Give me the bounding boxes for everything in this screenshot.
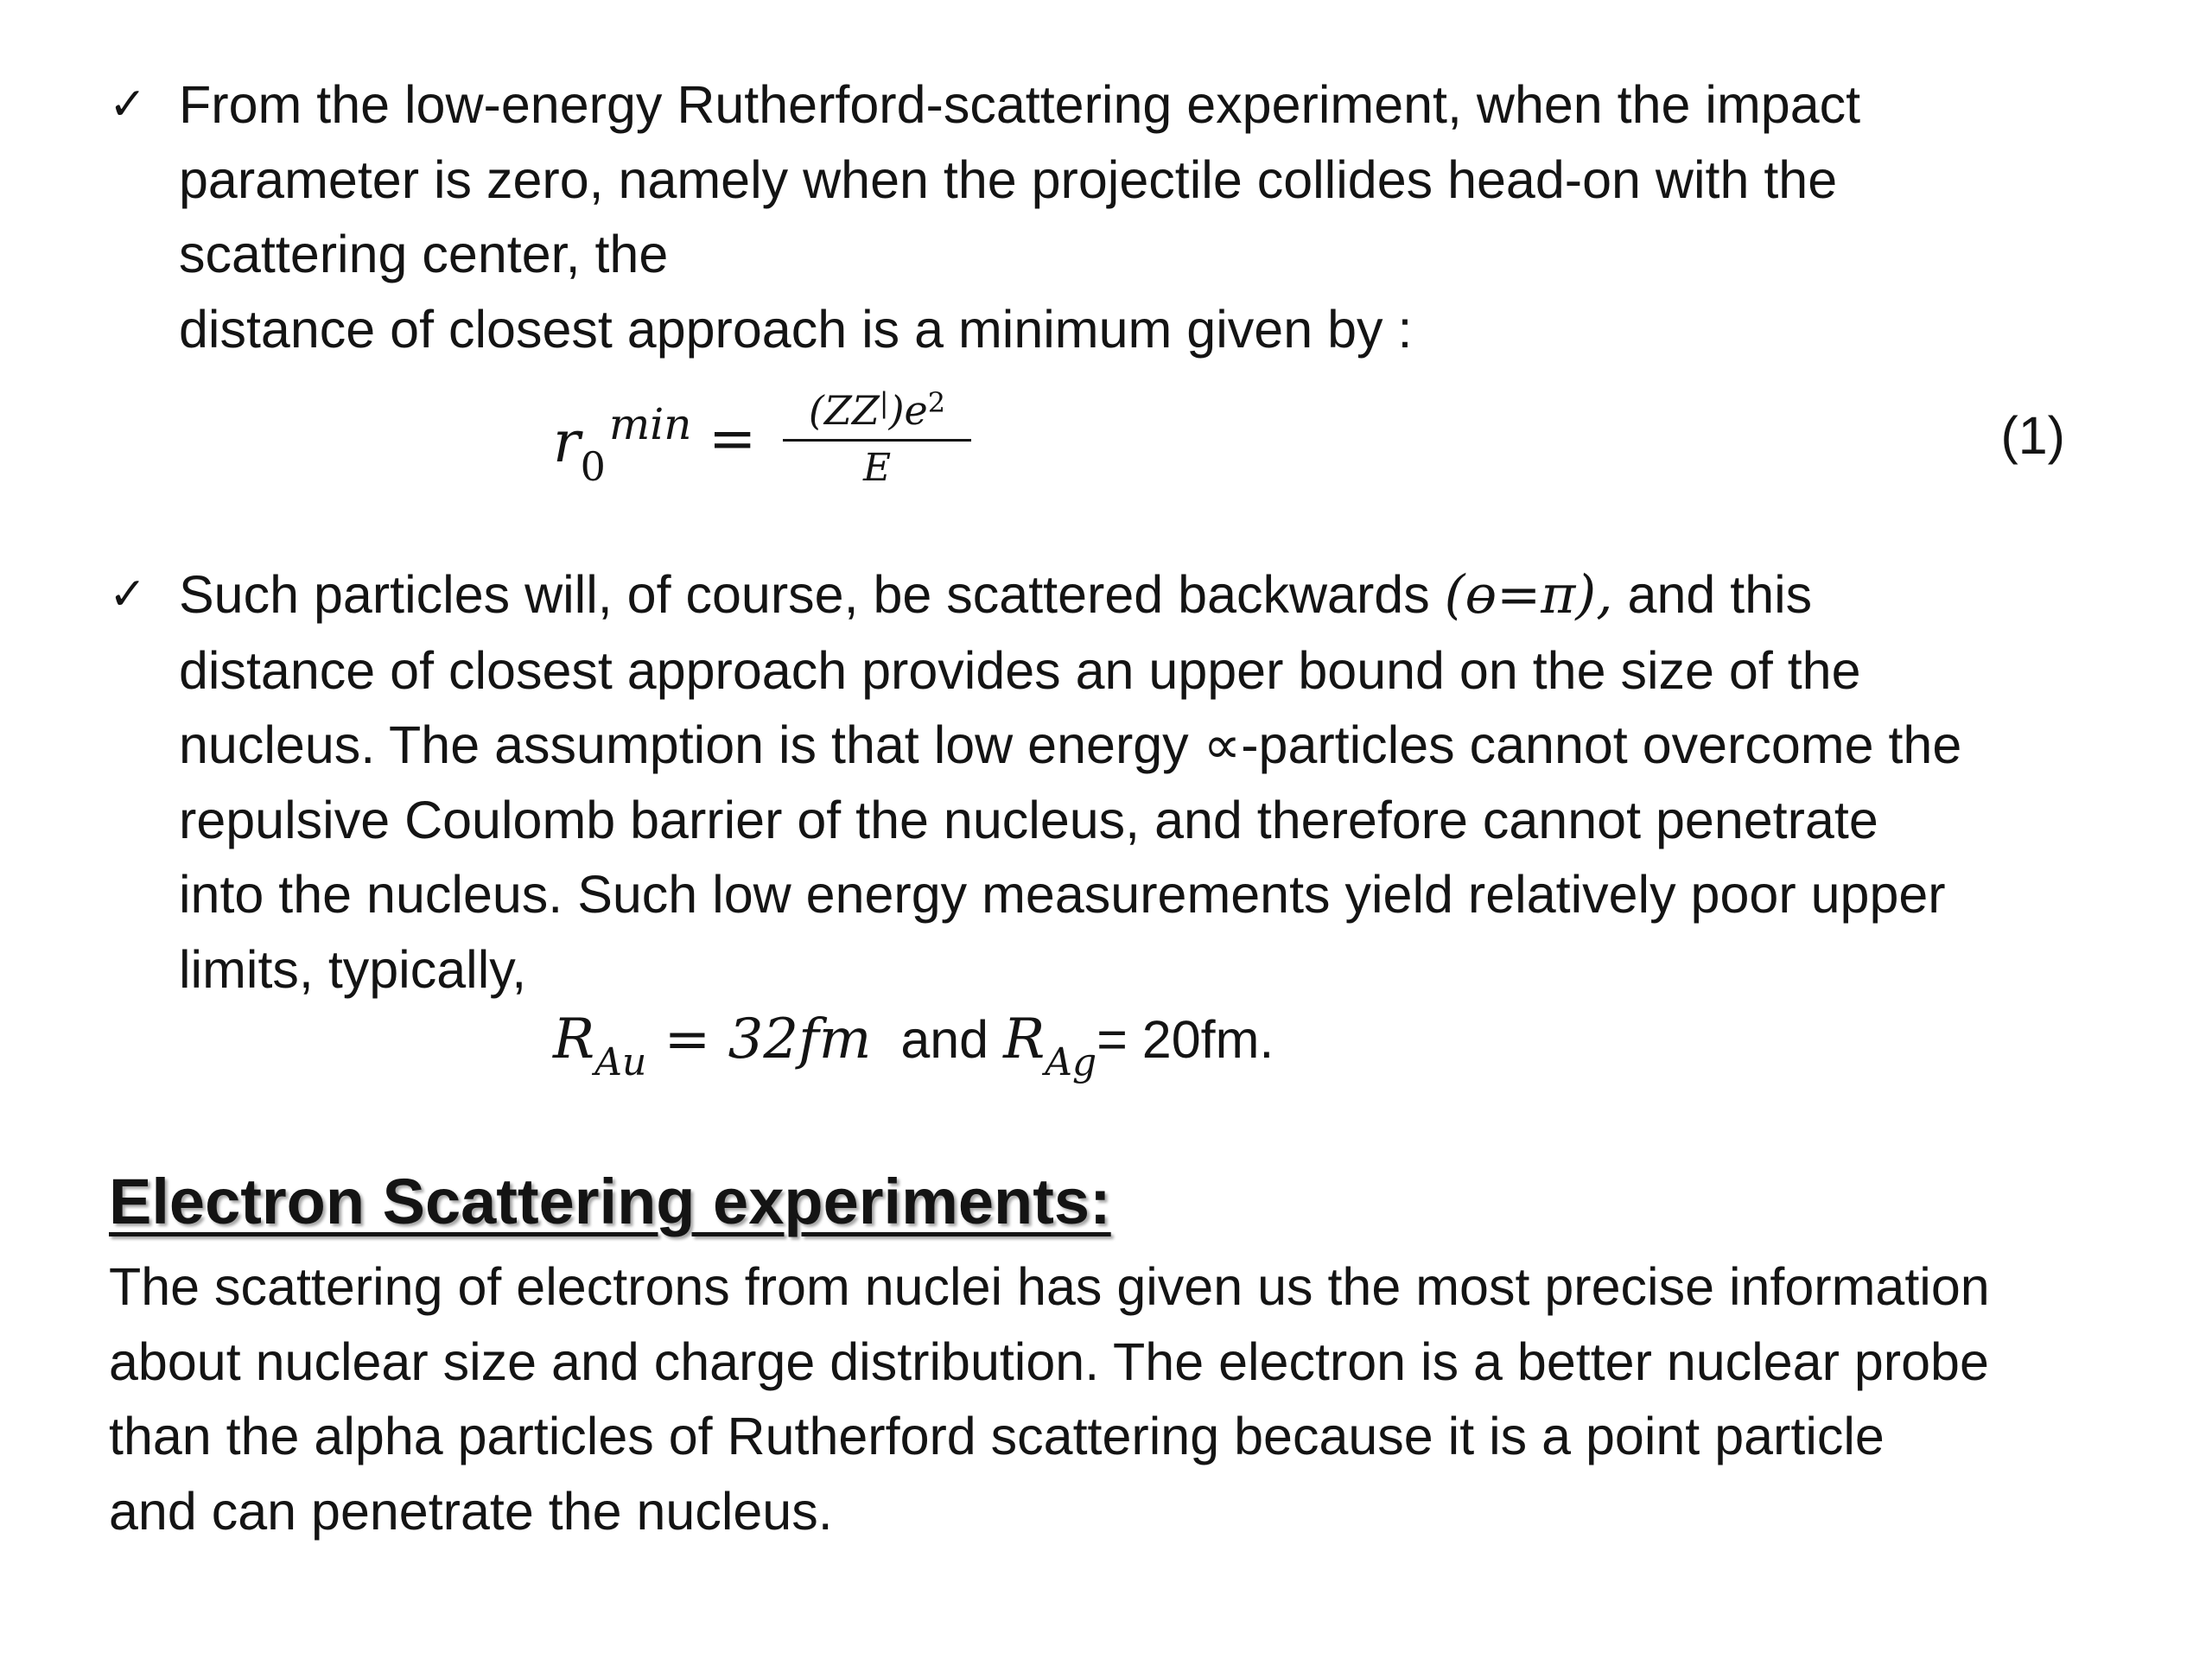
numerator-zz: (ZZ [808,387,880,434]
equals-sign: = [709,405,757,472]
r-au-value: 32fm [728,1007,872,1071]
bullet-1-line-4: distance of closest approach is a minimum given by : [179,299,1413,359]
r-au-subscript: Au [594,1040,647,1084]
equation-number: (1) [2000,406,2065,465]
fraction-denominator: E [862,446,892,490]
r-ag-symbol: R [1003,1007,1046,1071]
bullet-1-line-3: scattering center, the [179,225,669,283]
checkmark-icon: ✓ [109,569,147,620]
equation-lhs [553,399,692,490]
bullet-1-line-1: From the low-energy Rutherford-scattering experiment, when the impact [179,75,1861,134]
r-ag-subscript: Ag [1045,1040,1097,1084]
bullet-2-line-2: distance of closest approach provides an upper bound on the size of the [179,640,1861,700]
r-ag-value: = 20fm. [1096,1010,1274,1069]
numerator-exponent: 2 [927,386,946,419]
r-au-symbol: R [553,1007,595,1071]
paragraph-line-3: than the alpha particles of Rutherford scattering because it is a point particle [109,1407,1885,1465]
section-heading: Electron Scattering experiments: [109,1166,1111,1237]
bullet-1-line-2: parameter is zero, namely when the projectile collides head-on with the [179,149,1838,209]
fraction [778,376,976,495]
paragraph-line-1: The scattering of electrons from nuclei has given us the most precise information [109,1257,1990,1316]
theta-expression: (ɵ=π), [1444,564,1613,626]
numerator-prime: | [879,386,889,419]
numerator-e: )e [888,387,928,434]
section-paragraph [109,1249,2183,1548]
checkmark-icon: ✓ [109,79,147,130]
equals-sign: = [646,1007,728,1071]
bullet-2-line-3: nucleus. The assumption is that low energy ∝-particles cannot overcome the [179,715,1962,774]
fraction-numerator [778,376,976,437]
bullet-2-line-5: into the nucleus. Such low energy measurements yield relatively poor upper [179,865,1946,924]
r-subscript: 0 [580,443,606,490]
and-word: and [871,1010,1004,1069]
paragraph-line-4: and can penetrate the nucleus. [109,1481,833,1541]
equation-radius-limits [553,1007,1274,1084]
bullet-1-text [179,67,2158,366]
paragraph-line-2: about nuclear size and charge distribution. The electron is a better nuclear probe [109,1332,1989,1391]
bullet-2-line-6: limits, typically, [179,939,527,999]
r-symbol: r [553,409,581,475]
equation-closest-approach [553,367,2065,505]
bullet-2-line-1 [179,557,2158,633]
bullet-2-prefix: Such particles will, of course, be scattered backwards [179,565,1445,624]
bullet-2-text [179,557,2158,1007]
r-superscript: min [608,399,692,449]
bullet-2-line-4: repulsive Coulomb barrier of the nucleus, and therefore cannot penetrate [179,790,1878,849]
bullet-2-suffix: and this [1612,565,1813,624]
